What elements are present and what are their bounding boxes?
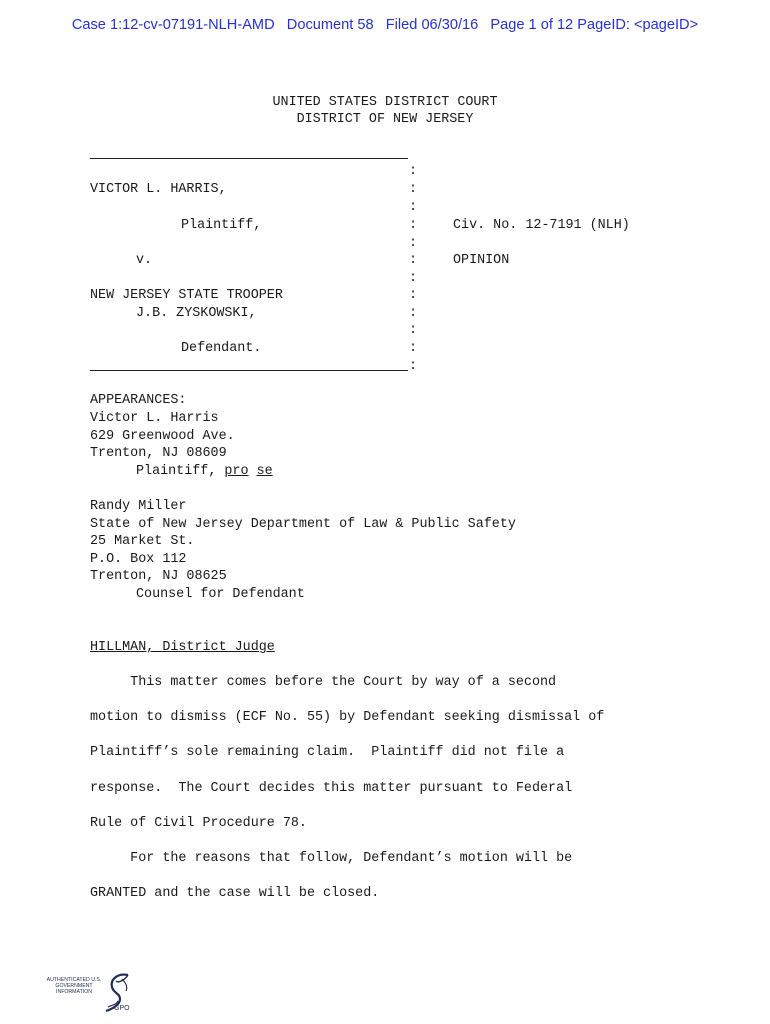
caption-colon: : [409,182,418,197]
judge-heading: HILLMAN, District Judge [90,640,275,655]
gpo-authentication-text: AUTHENTICATED U.S. GOVERNMENT INFORMATION [46,977,102,995]
civil-number: Civ. No. 12-7191 (NLH) [453,218,630,233]
court-name: UNITED STATES DISTRICT COURT [272,95,498,110]
counsel-name: Randy Miller [90,499,187,514]
counsel-address-line1: 25 Market St. [90,534,195,549]
caption-colon: : [409,288,418,303]
plaintiff-role-prefix: Plaintiff, [136,464,225,479]
plaintiff-address-line1: 629 Greenwood Ave. [90,429,235,444]
document-type: OPINION [453,253,510,268]
counsel-address-line2: P.O. Box 112 [90,552,187,567]
caption-colon: : [409,341,418,356]
body-line: This matter comes before the Court by way of a second [90,675,557,690]
appearances-heading: APPEARANCES: [90,393,187,408]
caption-colon: : [409,253,418,268]
caption-colon: : [409,359,418,374]
caption-colon: : [409,236,418,251]
se-text: se [256,464,273,479]
caption-colon: : [409,200,418,215]
counsel-role: Counsel for Defendant [136,587,305,602]
plaintiff-name: VICTOR L. HARRIS, [90,182,227,197]
caption-colon: : [409,218,418,233]
body-line: motion to dismiss (ECF No. 55) by Defendant seeking dismissal of [90,710,605,725]
plaintiff-appearance-name: Victor L. Harris [90,411,219,426]
body-line: For the reasons that follow, Defendant’s motion will be [90,851,573,866]
defendant-name-line2: J.B. ZYSKOWSKI, [136,306,257,321]
body-line: Plaintiff’s sole remaining claim. Plaintiff did not file a [90,745,565,760]
defendant-role: Defendant. [181,341,262,356]
caption-colon: : [409,164,418,179]
caption-colon: : [409,271,418,286]
caption-colon: : [409,306,418,321]
gpo-mark: GPO [114,1005,130,1012]
body-line: response. The Court decides this matter pursuant to Federal [90,781,573,796]
plaintiff-role: Plaintiff, [181,218,262,233]
counsel-organization: State of New Jersey Department of Law & Public Safety [90,517,516,532]
plaintiff-address-line2: Trenton, NJ 08609 [90,446,227,461]
counsel-address-line3: Trenton, NJ 08625 [90,569,227,584]
gpo-authentication-logo [44,971,132,1019]
filing-header-stamp: Case 1:12-cv-07191-NLH-AMD Document 58 Filed 06/30/16 Page 1 of 12 PageID: <pageID> [71,17,699,33]
body-line: Rule of Civil Procedure 78. [90,816,307,831]
versus: v. [136,253,153,268]
defendant-name-line1: NEW JERSEY STATE TROOPER [90,288,283,303]
caption-top-rule [90,158,408,159]
pro-text: pro [224,464,249,479]
court-district: DISTRICT OF NEW JERSEY [296,112,474,127]
caption-colon: : [409,323,418,338]
body-line: GRANTED and the case will be closed. [90,886,380,901]
plaintiff-appearance-role [136,463,273,480]
caption-bottom-rule [90,370,408,371]
